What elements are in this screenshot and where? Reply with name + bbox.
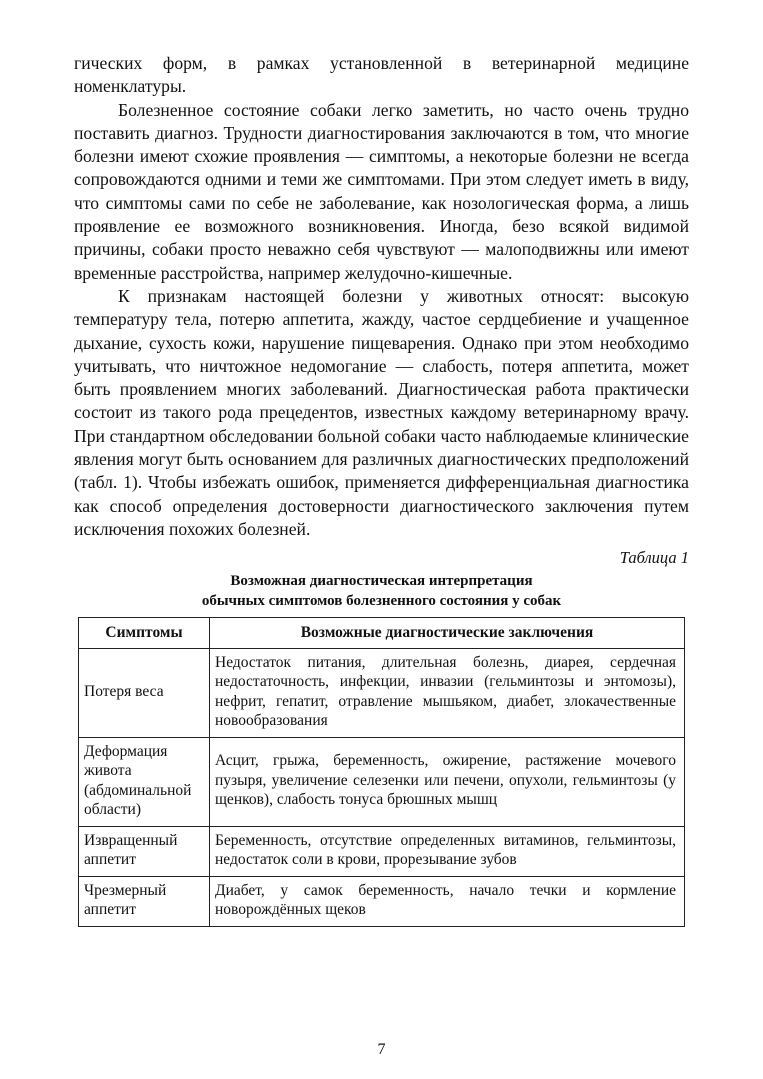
conclusion-cell: Асцит, грыжа, беременность, ожирение, растяжение мочевого пузыря, увеличение селезенки или печени, опухоли, гельминтозы (у щенков), слабость тонуса брюшных мышц [210,737,685,826]
table-title [74,571,689,611]
table-row [79,826,685,876]
conclusion-cell: Недостаток питания, длительная болезнь, диарея, сердечная недостаточность, инфекции, инвазии (гельминтозы и энтомозы), нефрит, гепатит, отравление мышьяком, диабет, злокачественные новообразования [210,648,685,737]
symptom-cell: Потеря веса [79,648,210,737]
table-title-line-2: обычных симптомов болезненного состояния у собак [201,593,562,610]
column-header-symptoms: Симптомы [79,618,210,649]
symptom-cell: Извращенный аппетит [79,826,210,876]
page-number: 7 [377,1041,386,1058]
symptoms-table [78,617,685,927]
paragraph-diagnosis-difficulty: Болезненное состояние собаки легко заметить, но часто очень трудно поставить диагноз. Трудности диагностирования заключаются в том, что многие болезни имеют схожие проявления — симптомы, а некоторые болезни не всегда сопровождаются одними и теми же симптомами. При этом следует иметь в виду, что симптомы сами по себе не заболевание, как нозологическая форма, а лишь проявление ее возможного возникновения. Иногда, безо всякой видимой причины, собаки просто неважно себя чувствуют — малоподвижны или имеют временные расстройства, например желудочно-кишечные. [74,99,689,283]
column-header-conclusions: Возможные диагностические заключения [210,618,685,649]
table-label: Таблица 1 [619,548,689,568]
conclusion-cell: Беременность, отсутствие определенных витаминов, гельминтозы, недостаток соли в крови, прорезывание зубов [210,826,685,876]
table-row [79,648,685,737]
paragraph-continuation: гических форм, в рамках установленной в ветеринарной медицине номенклатуры. [74,53,689,97]
table-row [79,876,685,926]
paragraph-disease-signs: К признакам настоящей болезни у животных относят: высокую температуру тела, потерю аппетита, жажду, частое сердцебиение и учащенное дыхание, сухость кожи, нарушение пищеварения. Однако при этом необходимо учитывать, что ничтожное недомогание — слабость, потеря аппетита, может быть проявлением многих заболеваний. Диагностическая работа практически состоит из такого рода прецедентов, известных каждому ветеринарному врачу. При стандартном обследовании больной собаки часто наблюдаемые клинические явления могут быть основанием для различных диагностических предположений (табл. 1). Чтобы избежать ошибок, применяется дифференциальная диагностика как способ определения достоверности диагностического заключения путем исключения похожих болезней. [74,285,689,539]
symptom-cell: Чрезмерный аппетит [79,876,210,926]
symptom-cell: Деформация живота (абдоминальной области) [79,737,210,826]
page-body [74,52,689,927]
table-row [79,737,685,826]
table-title-line-1: Возможная диагностическая интерпретация [230,573,533,590]
conclusion-cell: Диабет, у самок беременность, начало течки и кормление новорождённых щеков [210,876,685,926]
table-header-row [79,618,685,649]
